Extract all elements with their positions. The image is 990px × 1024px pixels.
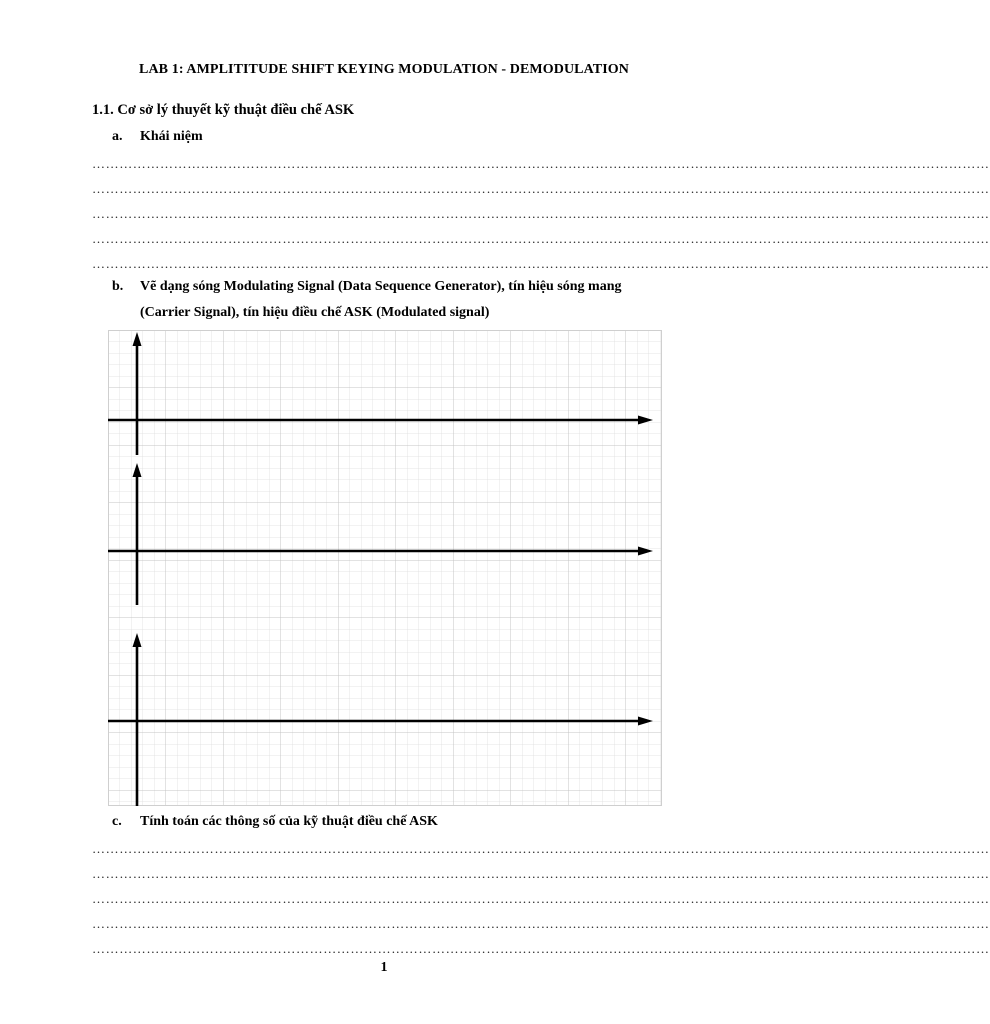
item-b xyxy=(112,279,621,295)
answer-line: ……………………………………………………………………………………………………………………………………………………………………………… xyxy=(92,916,990,931)
answer-line: ……………………………………………………………………………………………………………………………………………………………………………… xyxy=(92,256,990,271)
item-a xyxy=(112,129,203,145)
page-title: LAB 1: AMPLITITUDE SHIFT KEYING MODULATION - DEMODULATION xyxy=(139,62,629,77)
grid-svg xyxy=(108,330,662,806)
answer-line: ……………………………………………………………………………………………………………………………………………………………………………… xyxy=(92,841,990,856)
section-heading: 1.1. Cơ sở lý thuyết kỹ thuật điều chế ASK xyxy=(92,102,355,118)
item-b-marker: b. xyxy=(112,279,124,294)
item-c-text: Tính toán các thông số của kỹ thuật điều chế ASK xyxy=(140,814,438,829)
answer-line: ……………………………………………………………………………………………………………………………………………………………………………… xyxy=(92,891,990,906)
page-number: 1 xyxy=(380,960,388,975)
item-b-text-line2: (Carrier Signal), tín hiệu điều chế ASK (Modulated signal) xyxy=(140,305,490,320)
item-c xyxy=(112,814,438,830)
answer-line: ……………………………………………………………………………………………………………………………………………………………………………… xyxy=(92,181,990,196)
item-c-marker: c. xyxy=(112,814,122,829)
answer-line: ……………………………………………………………………………………………………………………………………………………………………………… xyxy=(92,206,990,221)
item-b-text-line1: Vẽ dạng sóng Modulating Signal (Data Sequence Generator), tín hiệu sóng mang xyxy=(140,279,622,294)
item-a-text: Khái niệm xyxy=(140,129,203,144)
answer-line: ……………………………………………………………………………………………………………………………………………………………………………… xyxy=(92,156,990,171)
answer-line: ……………………………………………………………………………………………………………………………………………………………………………… xyxy=(92,231,990,246)
answer-line: ……………………………………………………………………………………………………………………………………………………………………………… xyxy=(92,866,990,881)
waveform-grid xyxy=(108,330,662,806)
item-a-marker: a. xyxy=(112,129,123,144)
answer-line: ……………………………………………………………………………………………………………………………………………………………………………… xyxy=(92,941,990,956)
grid-background xyxy=(108,330,662,806)
